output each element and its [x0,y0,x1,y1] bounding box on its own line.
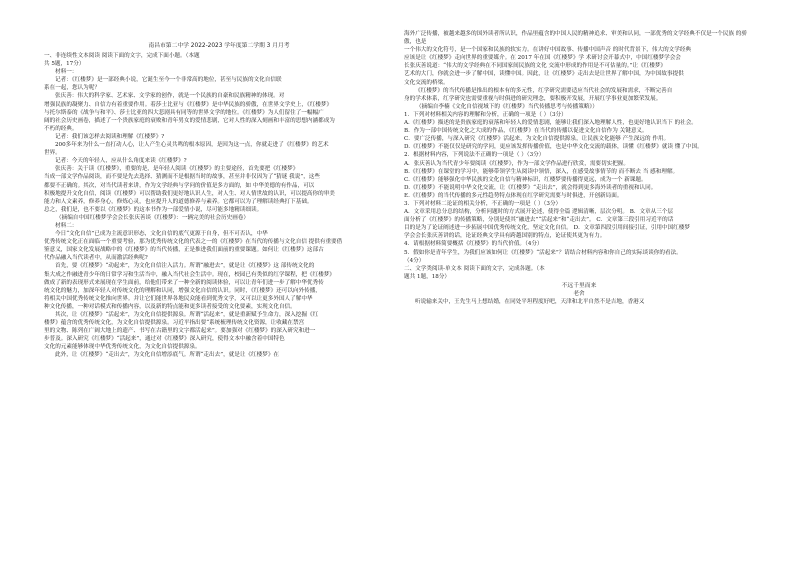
text-line: 艺术的大门，你就会进一步了解中国，读懂中国。因此，让《红楼梦》走出去是让世界了解中国，为中国故事提供 [404,71,684,78]
text-line: 统文化的魅力，加深年轻人对传统文化的理解和认同，增强文化自信的认识。同时，《红楼梦》还可以向外传播， [44,287,321,294]
text-line: 楼梦》蕴含的优秀传统文化，为文化自信提供源泉。习近平指出要“系统梳理传统文化资源，让收藏在禁宫 [44,320,305,327]
text-line: 目的是为了论证阐述进一步拓展中国优秀传统文化，坚定文化自信。 D．文章第四段引用间接引证，引用中国红楼梦 [404,225,690,232]
text-line: 鉴意义，国家文化发展战略中的《红楼梦》的当代传播，正是推进我们面前的重要课题。如何让《红楼梦》这部古 [44,247,324,254]
text-line: D.《红楼梦》不能仅仅是研究的学问，更应该发挥传播价值，也是中华文化交流的载体，读懂《红楼梦》就读 懂了中国。 [404,144,703,151]
text-line: 一个伟大的文化符号，是一个国家和民族的软实力。在讲好中国故事、传播中国声音 的时代背景下，伟大的文学经典 [404,47,692,54]
text-line: 世界。 [44,150,61,157]
text-line: （4分） [404,257,425,264]
text-line: 材料一： [55,69,78,76]
text-line: 1．下列对材料相关内容的理解和分析，正确的一项是（ ）（3分） [404,111,567,118]
text-line: 海外广泛传播，被越来越多的国外读者所认识，作品里蕴含的中国人民的精神追求、审美和认同，一部优秀的文学经典不仅是一个民族 的骄傲，也是 [404,31,747,46]
text-line: 记者：今天的年轻人，应从什么角度来读《红楼梦》? [55,158,187,165]
text-line: 做成了新的表现形式来展现在学生面前，给他们带来了一种全新的阅读体验，可以让青年们进一步了解中华优秀传 [44,279,324,286]
text-line: 此外，让《红楼梦》“走出去”，为文化自信增添底气。所谓“走出去”，就是让《红楼梦》在 [55,352,280,359]
text-line: 长张庆善说道：“伟大的文学经典在不同国家间民族的文化 交流中形成的作用是不可估量的。”让《红楼梦》 [404,63,667,70]
text-line: 应该是让《红楼梦》走向世界的重要媒介。在 2017 年在国《红楼梦》学 术研讨会开幕式中，中国红楼梦学会会 [404,55,681,62]
text-line: 都要不正确的。其次，对当代读者来讲，作为文学经典与学问的价值是多方面的，如 中华美德的有作品，可以 [44,182,315,189]
text-line: 文化的元素能够体现中华优秀传统文化，为文化自信提供源泉。 [44,344,201,351]
text-line: 材料二： [55,222,78,229]
text-line: 增强民族的凝聚力、自信力有着重要作用。着莎士比亚与《红楼梦》是中华民族的骄傲，在世界文学史上，《红楼梦》 [44,101,333,108]
left-column [44,52,394,360]
text-line: 阔的社会历史画卷，描述了一个贵族家庭的衰败和青年男女的爱情悲剧，它对人性的深入刻画和丰富的思想内涵都成为 [44,117,335,124]
text-line: B．作为一部中国传统文化之大成的作品，《红楼梦》在当代的传播以促进文化自信作为 关键意义。 [404,128,648,135]
text-line: C．要广泛传播，与深入研究《红楼梦》活起来，为文化自信提供源泉，让民族文化能够 产生深远的 作用。 [404,136,670,143]
text-line: 2．根据材料内容，下列说法不正确的一项是（ ）（3分） [404,152,545,159]
text-line: （摘编自李楠《文化自信视域下的《红楼梦》当代传播思考与传播策略》） [416,103,598,110]
text-line: 共 5题，17分） [44,61,85,68]
text-line: 不远千里而来 [561,282,597,289]
text-line: 其次，让《红楼梦》“活起来”，为文化自信提供源泉。所谓“活起来”，就是重新赋予生命力，深入挖掘《红 [55,312,319,318]
right-column [404,30,754,306]
text-line: 面分析了《红楼梦》的传播策略，分别是使其“融进去”“活起来”和“走出去”。 C．文章第三段引用习近平的话 [404,217,674,224]
text-line: 老舍 [573,291,585,297]
text-line: 代作品融入当代读者中，从而激活经典呢? [44,255,148,262]
text-line: 步普及。深入研究《红楼梦》“活起来”，通过对《红楼梦》深入研究，使得文本中融含着中国特色 [44,336,285,343]
text-line: A．张庆善认为当代青少年要阅读《红楼梦》，作为一部文学作品进行欣赏，需要切实把握。 [404,160,629,167]
text-line: 题共 1题，18分） [404,273,451,280]
text-line: B.《红楼梦》在课堂的学习中，能够带领学生从阅读中领悟，深入，在感受故事情节的 而不断去 当 感和理解。 [404,168,679,175]
text-line: A.《红楼梦》描述的是贵族家庭的衰落和年轻人的爱情悲剧，能够让我们深入地理解人性，也更好地认识当下 的社会。 [404,120,697,127]
text-line: 首先，要《红楼梦》“动起来”，为文化自信注入活力。所谓“融进去”，就是让《红楼梦》这 部传统文化的 [55,263,315,270]
text-line: 张庆善：关于读《红楼梦》，重要的是，是年轻人阅读《红楼梦》的主要途径，首先要把《红楼梦》 [55,166,299,173]
text-line: 不朽的经典。 [44,125,78,132]
text-line: E.《红楼梦》的当代传播的多元性趋势特点体现在红学研究需要与时俱进，开创新局面。 [404,192,623,199]
text-line: 集大成之作融进青少年的日常学习和生活当中，融入当代社会生活中。现在，校园已有类似的红学课程，把《红楼梦》 [44,271,335,278]
text-line: 4．请根据材料简要概括《红楼梦》的当代价值。（4分） [404,241,543,248]
text-line: C.《红楼梦》能够强化中华民族的文化自信与精神标识，红楼梦要传播得更远，成为一个 新课题。 [404,176,647,183]
text-line: 与托尔斯泰的《战争与和平》、莎士比亚的四大悲剧具有同等的世界文学的地位。《红楼梦》为人们留住了一幅幅广 [44,109,324,116]
text-line: 种文化传播，一种对话模式和传播内容，以及新的特点能和更多读者接受的文化要素，实现文化自信。 [44,303,296,310]
text-line: 身的学术体系，红学研究也需要重视与时俱进的研究理念，要积极开发展，开展红学事业更加繁荣发展。 [404,95,662,102]
text-line: 文化交流的桥梁。 [404,79,449,86]
text-line: 3．下列对材料二论证的相关分析，不正确的一项是（ ）（3分） [404,200,562,207]
text-line: 听说输来关中，王先生马上想结婚，在同处平坦程度好吧，天津和北平自然不是吉地，香港又 [415,299,645,306]
text-line: 记者：我们该怎样去阅读和理解《红楼梦》? [55,133,165,140]
text-line: D.《红楼梦》不能说明中华文化交流，让《红楼梦》“走出去”，就会得到更多海外读者的重视和认同。 [404,184,657,191]
text-line: 200多年来为什么一直打动人心，让人产生心灵共鸣的根本原因，是因为这一点，你就走进了《红楼梦》的艺术 [55,142,329,149]
text-line: 将相关中国优秀传统文化推向世界。并让它们能世界各地民众能看到优秀文学，又可以让更多外国人了解中华 [44,295,313,302]
text-line: 5．假如你是青年学生，为我们应该如何让《红楼梦》“活起来”？请结合材料内容和你自己的实际谈谈你的看法。 [404,249,682,256]
text-line: 一、非连续性文本阅读 阅读下面的文字，完成下面小题。（本题 [44,53,200,59]
text-line: A．文章采用总分总的结构，分析问题时的方式展开论述，使得全篇 逻辑清晰，层次分明。 B．文章从三个层 [404,209,674,216]
text-line: 《红楼梦》的当代传播是推出的根本有的多元性，红学研究需要适应当代社会的发展和需求，不断完善自 [415,87,673,94]
text-line: 二、文学类阅读-单文本 阅读下面的文字，完成各题。（本 [404,265,545,272]
text-line: 积极地提升文化自信，阅读《红楼梦》可以帮助我们更好地认识人生，对人生、对人情世故的认识，可以提高你的审美 [44,190,335,197]
text-line: （摘编自中国红楼梦学会会长张庆善谈《红楼梦》：一辆完美的社会历史画卷） [56,214,249,221]
text-line: 记者：《红楼梦》是一部经典小说，它诞生至今一个非常高的地位，甚至与民族的文化自信联 [55,77,282,84]
text-line: 系在一起，您认为呢？ [44,85,100,92]
exam-title: 南昌市第二中学 2022-2023 学年度第二学期 3 月月考 [148,43,290,49]
text-line: 总之，我们是，也不要以《红楼梦》的这本书作为一部爱情小说，尽可能多地精读细读。 [44,206,263,213]
text-line: 当成一部文学作品阅读，而不要是先去选择、猜测而不是根据当时的故事，甚至并非仅因为了“猜谜 我说”，这些 [44,174,320,181]
text-line: 今日“文化自信”已成为主流意识形态，文化自信的底气更源于自身，但不可否认，中华 [55,231,268,238]
text-line: 能力和人文素养，修养身心，修炼心灵，也应提升人的道德修养与素养。它都可以为了理解读经典打下基础。 [44,198,313,205]
text-line: 张庆善：伟大的科学家、艺术家、文学家的创作，就是一个民族的自豪和民族精神的体现。对 [55,93,285,100]
text-line: 里的文物、陈列在广阔大地上的遗产、书写在古籍里的文字都活起来”。要加强对《红楼梦》的深入研究和进一 [44,328,316,335]
text-line: 学会会长张庆善讲的话，论证经典文学具有跨越国别的特点，论证使其更为有力。 [404,233,606,240]
text-line: 优秀传统文化正在面临一个重要考验，那为优秀传统文化的代表之一的《红楼梦》在当代的传播与文化自信 提供有重要借 [44,239,343,246]
